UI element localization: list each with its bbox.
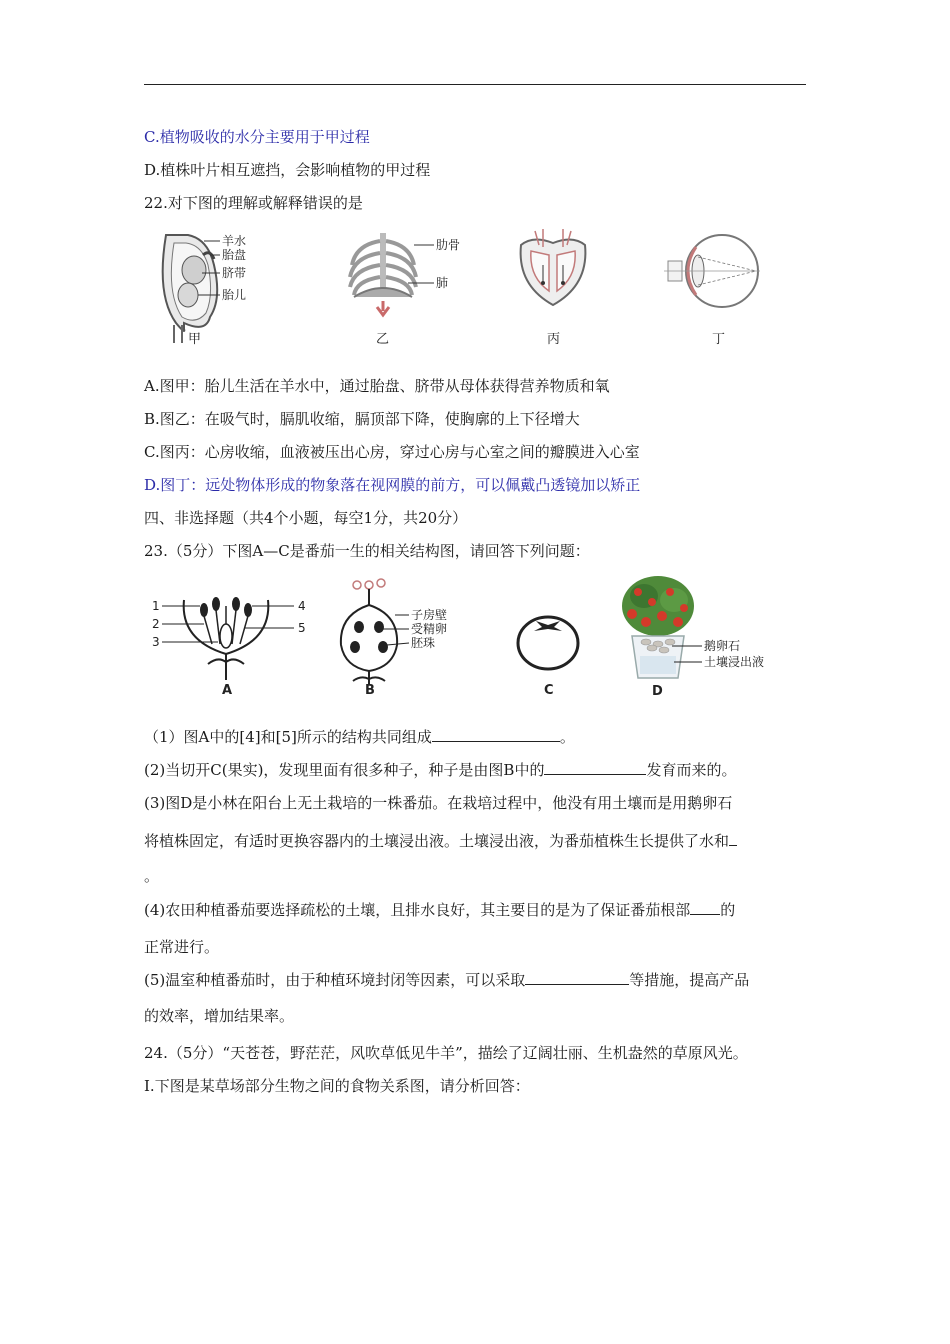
- fetus-label-cord: 脐带: [222, 266, 247, 280]
- q23-sub1-end: 。: [559, 728, 575, 746]
- q23-sub4-text: (4)农田种植番茄要选择疏松的土壤，且排水良好，其主要目的是为了保证番茄根部: [144, 901, 691, 919]
- figure-eye: [660, 225, 770, 355]
- figure-heart: [513, 225, 603, 355]
- plant-caption: D: [652, 684, 663, 699]
- q23-sub3-line3: 。: [144, 867, 160, 885]
- fetus-label-amniotic: 羊水: [222, 234, 247, 248]
- thorax-label-lung: 肺: [436, 276, 449, 290]
- header-rule: [144, 84, 806, 85]
- q23-sub5-line1: [144, 970, 749, 990]
- q23-stem: 23.（5分）下图A—C是番茄一生的相关结构图，请回答下列问题：: [144, 542, 590, 560]
- q22-stem: 22.对下图的理解或解释错误的是: [144, 194, 363, 212]
- flower-num-4: 4: [298, 599, 306, 613]
- heart-caption: 丙: [547, 332, 561, 347]
- q23-sub5-text: (5)温室种植番茄时，由于种植环境封闭等因素，可以采取: [144, 971, 526, 989]
- flower-num-3: 3: [152, 635, 160, 649]
- q24-stem: 24.（5分）“天苍苍，野茫茫，风吹草低见牛羊”，描绘了辽阔壮丽、生机盎然的草原风光。: [144, 1044, 748, 1062]
- q21-option-c: C.植物吸收的水分主要用于甲过程: [144, 128, 370, 146]
- q24-part1: Ⅰ.下图是某草场部分生物之间的食物关系图，请分析回答：: [144, 1077, 530, 1095]
- ovary-label-zygote: 受精卵: [411, 622, 448, 636]
- q23-sub2-blank[interactable]: [544, 760, 646, 775]
- q22-option-d: D.图丁：远处物体形成的物象落在视网膜的前方，可以佩戴凸透镜加以矫正: [144, 476, 641, 494]
- q23-sub2-end: 发育而来的。: [646, 761, 737, 779]
- figure-tomato: [510, 605, 590, 700]
- ovary-label-ovule: 胚珠: [411, 636, 436, 650]
- tomato-caption: C: [544, 683, 554, 698]
- q23-sub4-line1: [144, 900, 735, 920]
- q23-sub3-text: 将植株固定，有适时更换容器内的土壤浸出液。土壤浸出液，为番茄植株生长提供了水和: [144, 832, 730, 850]
- q22-option-a: A.图甲：胎儿生活在羊水中，通过胎盘、脐带从母体获得营养物质和氧: [144, 377, 610, 395]
- q23-sub1-text: （1）图A中的[4]和[5]所示的结构共同组成: [144, 728, 432, 746]
- plant-label-solution: 土壤浸出液: [704, 655, 765, 669]
- q23-sub5-end: 等措施，提高产品: [629, 971, 750, 989]
- q23-sub5-blank[interactable]: [525, 970, 629, 985]
- q23-sub3-line2: [144, 831, 737, 851]
- ovary-caption: B: [365, 683, 375, 698]
- q23-sub3-line1: (3)图D是小林在阳台上无土栽培的一株番茄。在栽培过程中，他没有用土壤而是用鹅卵石: [144, 794, 733, 812]
- q23-sub4-line2: 正常进行。: [144, 938, 220, 956]
- q22-option-b: B.图乙：在吸气时，膈肌收缩，膈顶部下降，使胸廓的上下径增大: [144, 410, 580, 428]
- thorax-caption: 乙: [376, 332, 390, 347]
- q23-sub3-blank[interactable]: [729, 831, 737, 846]
- q23-sub4-blank[interactable]: [690, 900, 720, 915]
- ovary-label-wall: 子房壁: [411, 608, 448, 622]
- figure-thorax: [342, 225, 472, 355]
- figure-ovary: [325, 575, 475, 700]
- figure-potted-plant: [618, 572, 778, 700]
- section-title: 四、非选择题（共4个小题，每空1分，共20分）: [144, 509, 468, 527]
- q21-option-d: D.植株叶片相互遮挡，会影响植物的甲过程: [144, 161, 431, 179]
- q23-sub1-blank[interactable]: [432, 727, 560, 742]
- eye-caption: 丁: [712, 332, 726, 347]
- figure-fetus: [148, 225, 268, 355]
- q23-sub2-text: (2)当切开C(果实)，发现里面有很多种子，种子是由图B中的: [144, 761, 545, 779]
- fetus-caption: 甲: [188, 332, 202, 347]
- thorax-label-rib: 肋骨: [436, 238, 461, 252]
- flower-num-1: 1: [152, 599, 160, 613]
- q23-sub5-line2: 的效率，增加结果率。: [144, 1007, 295, 1025]
- fetus-label-fetus: 胎儿: [222, 288, 247, 302]
- q23-sub2: [144, 760, 736, 780]
- flower-caption: A: [222, 683, 233, 698]
- plant-label-pebbles: 鹅卵石: [704, 639, 741, 653]
- q23-sub4-end: 的: [720, 901, 736, 919]
- flower-num-5: 5: [298, 621, 306, 635]
- q22-option-c: C.图丙：心房收缩，血液被压出心房，穿过心房与心室之间的瓣膜进入心室: [144, 443, 640, 461]
- flower-num-2: 2: [152, 617, 160, 631]
- fetus-label-placenta: 胎盘: [222, 248, 247, 262]
- q23-sub1: [144, 727, 575, 747]
- figure-flower: [148, 580, 318, 700]
